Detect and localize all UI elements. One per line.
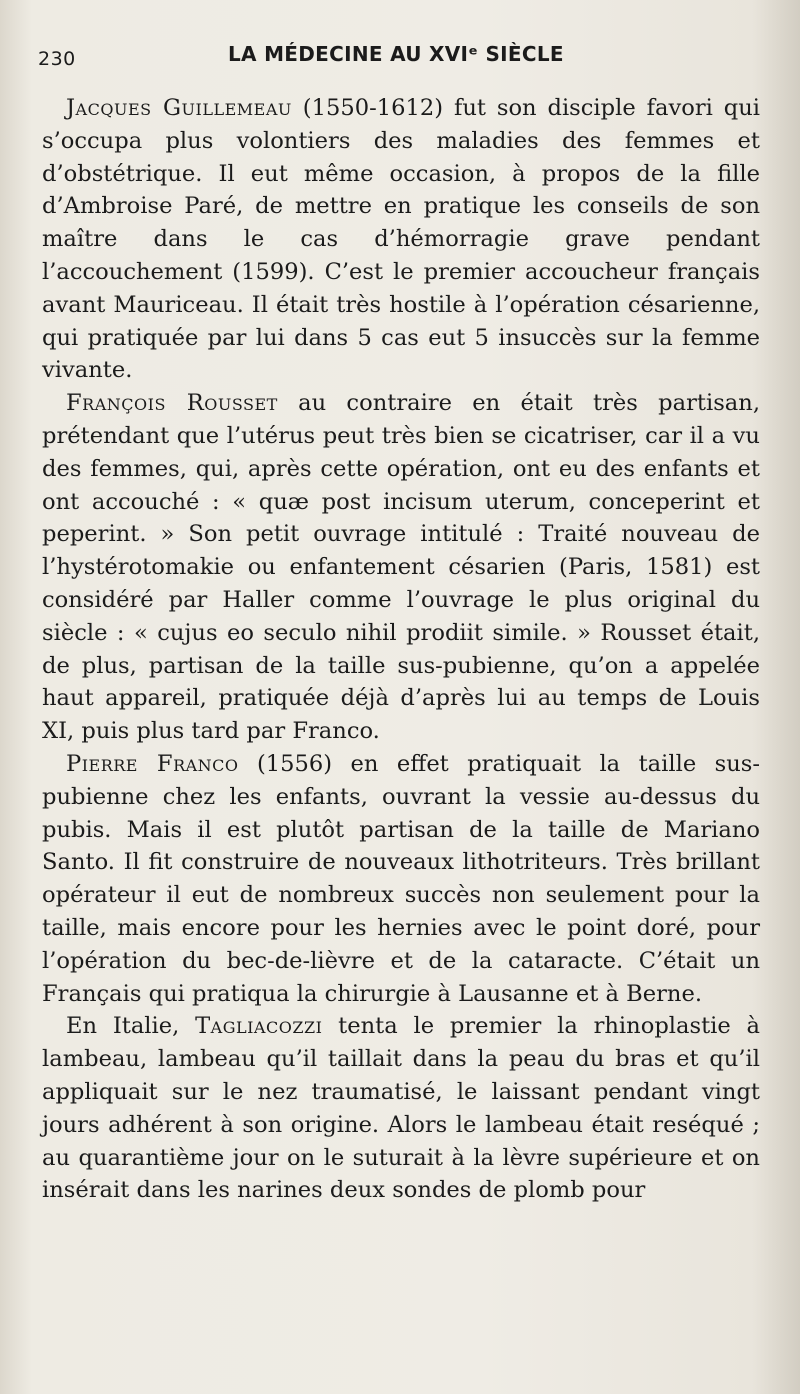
paragraph-lead: En Italie, xyxy=(66,1013,196,1040)
paragraph-text: (1550-1612) fut son disciple favori qui s’occupa plus volontiers des maladies des femmes et d’obstétrique. Il eut même occasion, à propos de la fille d’Ambroise Paré, de mettre en pratique les conseils de son maître dans le cas d’hémorragie grave pendant l’accouchement (1599). C’est le premier accoucheur français avant Mauriceau. Il était très hostile à l’opération césarienne, qui pratiquée par lui dans 5 cas eut 5 insuccès sur la femme vivante. xyxy=(42,95,760,384)
page-number: 230 xyxy=(38,48,76,70)
body-text xyxy=(42,92,760,1207)
paragraph-text: tenta le premier la rhinoplastie à lambeau, lambeau qu’il taillait dans la peau du bras et qu’il appliquait sur le nez traumatisé, le laissant pendant vingt jours adhérent à son origine. Alors le lambeau était reséqué ; au quarantième jour on le suturait à la lèvre supérieure et on insérait dans les narines deux sondes de plomb pour xyxy=(42,1013,760,1204)
paragraph-franco xyxy=(42,748,760,1010)
person-name: Tagliacozzi xyxy=(195,1013,323,1040)
paragraph-text: (1556) en effet pratiquait la taille sus-pubienne chez les enfants, ouvrant la vessie au-dessus du pubis. Mais il est plutôt partisan de la taille de Mariano Santo. Il fit construire de nouveaux lithotriteurs. Très brillant opérateur il eut de nombreux succès non seulement pour la taille, mais encore pour les hernies avec le point doré, pour l’opération du bec-de-lièvre et de la cataracte. C’était un Français qui pratiqua la chirurgie à Lausanne et à Berne. xyxy=(42,750,760,1007)
running-title: LA MÉDECINE AU XVIᵉ SIÈCLE xyxy=(228,42,564,66)
person-name: Jacques Guillemeau xyxy=(66,95,292,121)
page-header xyxy=(38,42,762,76)
paragraph-rousset xyxy=(42,387,760,748)
paragraph-tagliacozzi xyxy=(42,1010,760,1207)
person-name: Pierre Franco xyxy=(66,750,239,777)
paragraph-guillemeau xyxy=(42,92,760,387)
person-name: François Rousset xyxy=(66,390,278,417)
paragraph-text: au contraire en était très partisan, prétendant que l’utérus peut très bien se cicatriser, car il a vu des femmes, qui, après cette opération, ont eu des enfants et ont accouché : « quæ post incisum uterum, conceperint et peperint. » Son petit ouvrage intitulé : Traité nouveau de l’hystérotomakie ou enfantement césarien (Paris, 1581) est considéré par Haller comme l’ouvrage le plus original du siècle : « cujus eo seculo nihil prodiit simile. » Rousset était, de plus, partisan de la taille sus-pubienne, qu’on a appelée haut appareil, pratiquée déjà d’après lui au temps de Louis XI, puis plus tard par Franco. xyxy=(42,390,760,745)
